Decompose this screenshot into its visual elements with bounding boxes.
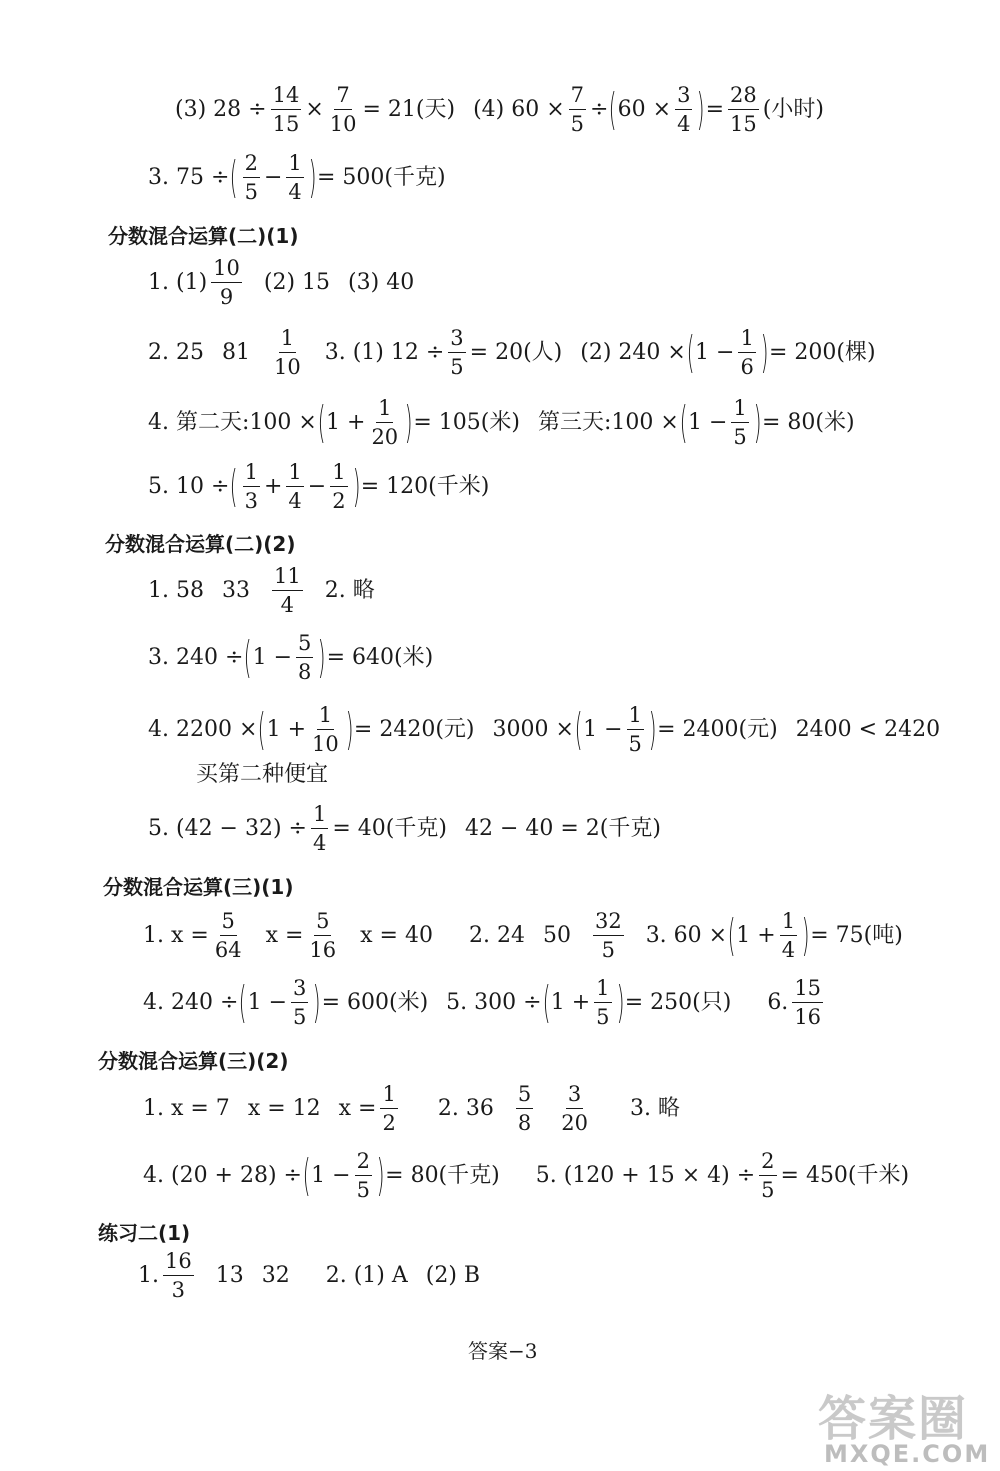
right-paren: ) xyxy=(648,703,657,755)
result-text: = 21(天) xyxy=(362,96,456,122)
expr-text: x = xyxy=(265,922,304,948)
right-paren: ) xyxy=(801,909,810,961)
expr-text: 32 xyxy=(261,1262,290,1288)
result-text: = 2400(元) xyxy=(657,716,778,742)
expr-text: 3. 240 ÷ xyxy=(148,644,244,670)
answer-line-e xyxy=(148,397,855,448)
left-paren: ( xyxy=(542,976,551,1028)
expr-text: 2. (1) A xyxy=(325,1262,408,1288)
expr-text: 3000 × xyxy=(492,716,574,742)
result-text: = 250(只) xyxy=(624,989,732,1015)
result-text: = 105(米) xyxy=(413,409,520,435)
right-paren: ) xyxy=(313,976,321,1028)
right-paren: ) xyxy=(760,326,769,378)
left-paren: ( xyxy=(302,1149,311,1201)
right-paren: ) xyxy=(697,83,705,135)
answer-line-p xyxy=(138,1250,480,1301)
answer-line-k xyxy=(148,803,661,854)
left-paren: ( xyxy=(244,631,252,683)
answer-line-d xyxy=(148,327,876,378)
expr-text: 6. xyxy=(767,989,789,1015)
result-text: 42 − 40 = 2(千克) xyxy=(464,815,661,841)
fraction: $\frac{1}{4}$ xyxy=(288,460,302,514)
answer-line-o xyxy=(143,1150,909,1201)
expr-text: 4. 2200 × xyxy=(148,716,258,742)
expr-text: 81 xyxy=(221,339,250,365)
operator: = xyxy=(705,96,725,122)
fraction: $\frac{14}{15}$ xyxy=(272,83,300,137)
left-paren: ( xyxy=(609,83,617,135)
expr-text: (3) 28 ÷ xyxy=(175,96,267,122)
fraction: $\frac{2}{5}$ xyxy=(356,1149,370,1203)
answer-line-3-4 xyxy=(175,84,824,135)
left-paren: ( xyxy=(230,151,238,203)
expr-text: 1 − xyxy=(252,644,293,670)
fraction: 1 3 xyxy=(244,460,258,514)
fraction: 15 16 xyxy=(794,976,822,1030)
fraction: $\frac{1}{4}$ xyxy=(781,909,796,963)
expr-text: x = 40 xyxy=(360,922,433,948)
expr-text: (2) B xyxy=(425,1262,481,1288)
fraction: $\frac{2}{5}$ xyxy=(761,1149,775,1203)
operator: × xyxy=(305,96,324,122)
expr-text: 1 + xyxy=(550,989,591,1015)
expr-text: (4) 60 × xyxy=(473,96,565,122)
expr-text: 4. 240 ÷ xyxy=(143,989,239,1015)
expr-text: 3. 略 xyxy=(629,1095,680,1121)
right-paren: ) xyxy=(308,151,317,203)
fraction: 3 20 xyxy=(561,1082,588,1136)
expr-text: 1. xyxy=(138,1262,159,1288)
left-paren: ( xyxy=(317,396,326,448)
expr-text: 60 × xyxy=(617,96,672,122)
right-paren: ) xyxy=(352,460,361,512)
expr-text: 4. 第二天:100 × xyxy=(148,409,317,435)
fraction: 5 8 xyxy=(517,1082,532,1136)
expr-text: x = xyxy=(338,1095,377,1121)
left-paren: ( xyxy=(727,909,736,961)
result-text: = 80(米) xyxy=(761,409,855,435)
expr-text: 1 + xyxy=(736,922,776,948)
result-text: = 120(千米) xyxy=(360,473,490,499)
answer-line-c1 xyxy=(148,257,414,308)
left-paren: ( xyxy=(230,460,238,512)
note-text: 买第二种便宜 xyxy=(196,762,329,787)
expr-text: 1 + xyxy=(266,716,307,742)
fraction: 11 4 xyxy=(273,564,301,618)
expr-text: 1 − xyxy=(695,339,735,365)
answer-line-n xyxy=(143,1083,680,1134)
result-text: = 75(吨) xyxy=(810,922,903,948)
result-text: = 500(千克) xyxy=(316,164,446,190)
answer-line-h xyxy=(148,632,433,683)
left-paren: ( xyxy=(574,703,583,755)
expr-text: 1 − xyxy=(583,716,623,742)
result-text: = 200(棵) xyxy=(768,339,876,365)
expr-text: 第三天:100 × xyxy=(537,409,679,435)
fraction: $\frac{1}{2}$ xyxy=(332,460,346,514)
result-text: = 20(人) xyxy=(469,339,563,365)
right-paren: ) xyxy=(376,1149,385,1201)
answer-line-m xyxy=(143,977,827,1028)
answer-note xyxy=(196,764,328,786)
expr-text: 2. 略 xyxy=(324,577,375,603)
fraction: $\frac{1}{4}$ xyxy=(288,151,302,205)
fraction: $\frac{1}{20}$ xyxy=(371,396,399,450)
expr-text: 5. (120 + 15 × 4) ÷ xyxy=(535,1162,756,1188)
answer-line-g xyxy=(148,565,375,616)
expr-text: 2. 36 xyxy=(437,1095,494,1121)
right-paren: ) xyxy=(404,396,413,448)
answer-line-f xyxy=(148,461,489,512)
comparison-text: 2400 < 2420 xyxy=(795,716,941,742)
fraction: $\frac{3}{5}$ xyxy=(293,976,307,1030)
expr-text: (3) 40 xyxy=(348,269,415,295)
expr-text: x = 12 xyxy=(247,1095,321,1121)
answer-line-b3 xyxy=(148,152,446,203)
fraction: $\frac{5}{64}$ xyxy=(214,909,242,963)
result-text: = 640(米) xyxy=(326,644,434,670)
fraction: $\frac{3}{5}$ xyxy=(450,326,464,380)
left-paren: ( xyxy=(258,703,266,755)
fraction: $\frac{5}{8}$ xyxy=(298,631,312,685)
operator: − xyxy=(307,473,327,499)
operator: + xyxy=(263,473,283,499)
expr-text: 2. 24 xyxy=(468,922,525,948)
expr-text: 1 − xyxy=(687,409,728,435)
expr-text: 1. x = 7 xyxy=(143,1095,230,1121)
expr-text: 2. 25 xyxy=(148,339,204,365)
watermark-logo: 答案圈 xyxy=(818,1391,969,1447)
fraction: 32 5 xyxy=(594,909,622,963)
fraction: 16 3 xyxy=(165,1249,192,1303)
left-paren: ( xyxy=(686,326,695,378)
expr-text: 33 xyxy=(221,577,250,603)
result-text: = 80(千克) xyxy=(385,1162,500,1188)
left-paren: ( xyxy=(239,976,247,1028)
fraction: $\frac{1}{6}$ xyxy=(740,326,754,380)
left-paren: ( xyxy=(679,396,688,448)
expr-text: 1. (1) xyxy=(148,269,208,295)
fraction: $\frac{1}{5}$ xyxy=(733,396,747,450)
result-text: = 450(千米) xyxy=(780,1162,910,1188)
expr-text: 1 − xyxy=(311,1162,351,1188)
result-text: = 40(千克) xyxy=(332,815,447,841)
expr-text: 4. (20 + 28) ÷ xyxy=(143,1162,302,1188)
fraction: $\frac{1}{10}$ xyxy=(312,703,339,757)
fraction: $\frac{7}{10}$ xyxy=(329,83,357,137)
fraction: $\frac{28}{15}$ xyxy=(730,83,757,137)
expr-text: 1 + xyxy=(326,409,366,435)
expr-text: (2) 240 × xyxy=(580,339,686,365)
fraction: $\frac{7}{5}$ xyxy=(570,83,585,137)
expr-text: 3. (1) 12 ÷ xyxy=(324,339,445,365)
section-heading: 练习二(1) xyxy=(98,1221,191,1245)
expr-text: 5. 300 ÷ xyxy=(446,989,542,1015)
expr-text: 5. 10 ÷ xyxy=(148,473,230,499)
fraction: $\frac{1}{2}$ xyxy=(382,1082,396,1136)
watermark-url: MXQE.COM xyxy=(824,1440,991,1468)
expr-text: 50 xyxy=(542,922,571,948)
fraction: 1 10 xyxy=(273,326,301,380)
fraction: $\frac{1}{5}$ xyxy=(596,976,610,1030)
section-heading: 分数混合运算(三)(2) xyxy=(98,1049,289,1073)
expr-text: 3. 75 ÷ xyxy=(148,164,230,190)
result-text: = 600(米) xyxy=(321,989,429,1015)
expr-text: 1. x = xyxy=(143,922,209,948)
right-paren: ) xyxy=(318,631,326,683)
expr-text: (2) 15 xyxy=(263,269,331,295)
expr-text: 13 xyxy=(215,1262,244,1288)
section-heading: 分数混合运算(二)(2) xyxy=(105,532,296,556)
section-heading: 分数混合运算(二)(1) xyxy=(108,224,299,248)
section-heading: 分数混合运算(三)(1) xyxy=(103,875,294,899)
right-paren: ) xyxy=(753,396,762,448)
operator: ÷ xyxy=(590,96,609,122)
fraction: 2 5 xyxy=(244,151,258,205)
result-text: = 2420(元) xyxy=(353,716,475,742)
expr-text: 1 − xyxy=(247,989,288,1015)
unit-text: (小时) xyxy=(762,96,824,122)
right-paren: ) xyxy=(616,976,624,1028)
fraction: $\frac{1}{4}$ xyxy=(312,802,327,856)
operator: − xyxy=(263,164,283,190)
expr-text: 5. (42 − 32) ÷ xyxy=(148,815,307,841)
answer-line-i xyxy=(148,704,940,755)
expr-text: 3. 60 × xyxy=(645,922,728,948)
answer-line-l xyxy=(143,910,903,961)
fraction: 10 9 xyxy=(213,256,240,310)
expr-text: 1. 58 xyxy=(148,577,204,603)
right-paren: ) xyxy=(345,703,354,755)
page-footer: 答案−3 xyxy=(468,1339,538,1363)
fraction: $\frac{3}{4}$ xyxy=(677,83,691,137)
fraction: $\frac{1}{5}$ xyxy=(628,703,642,757)
fraction: $\frac{5}{16}$ xyxy=(309,909,337,963)
